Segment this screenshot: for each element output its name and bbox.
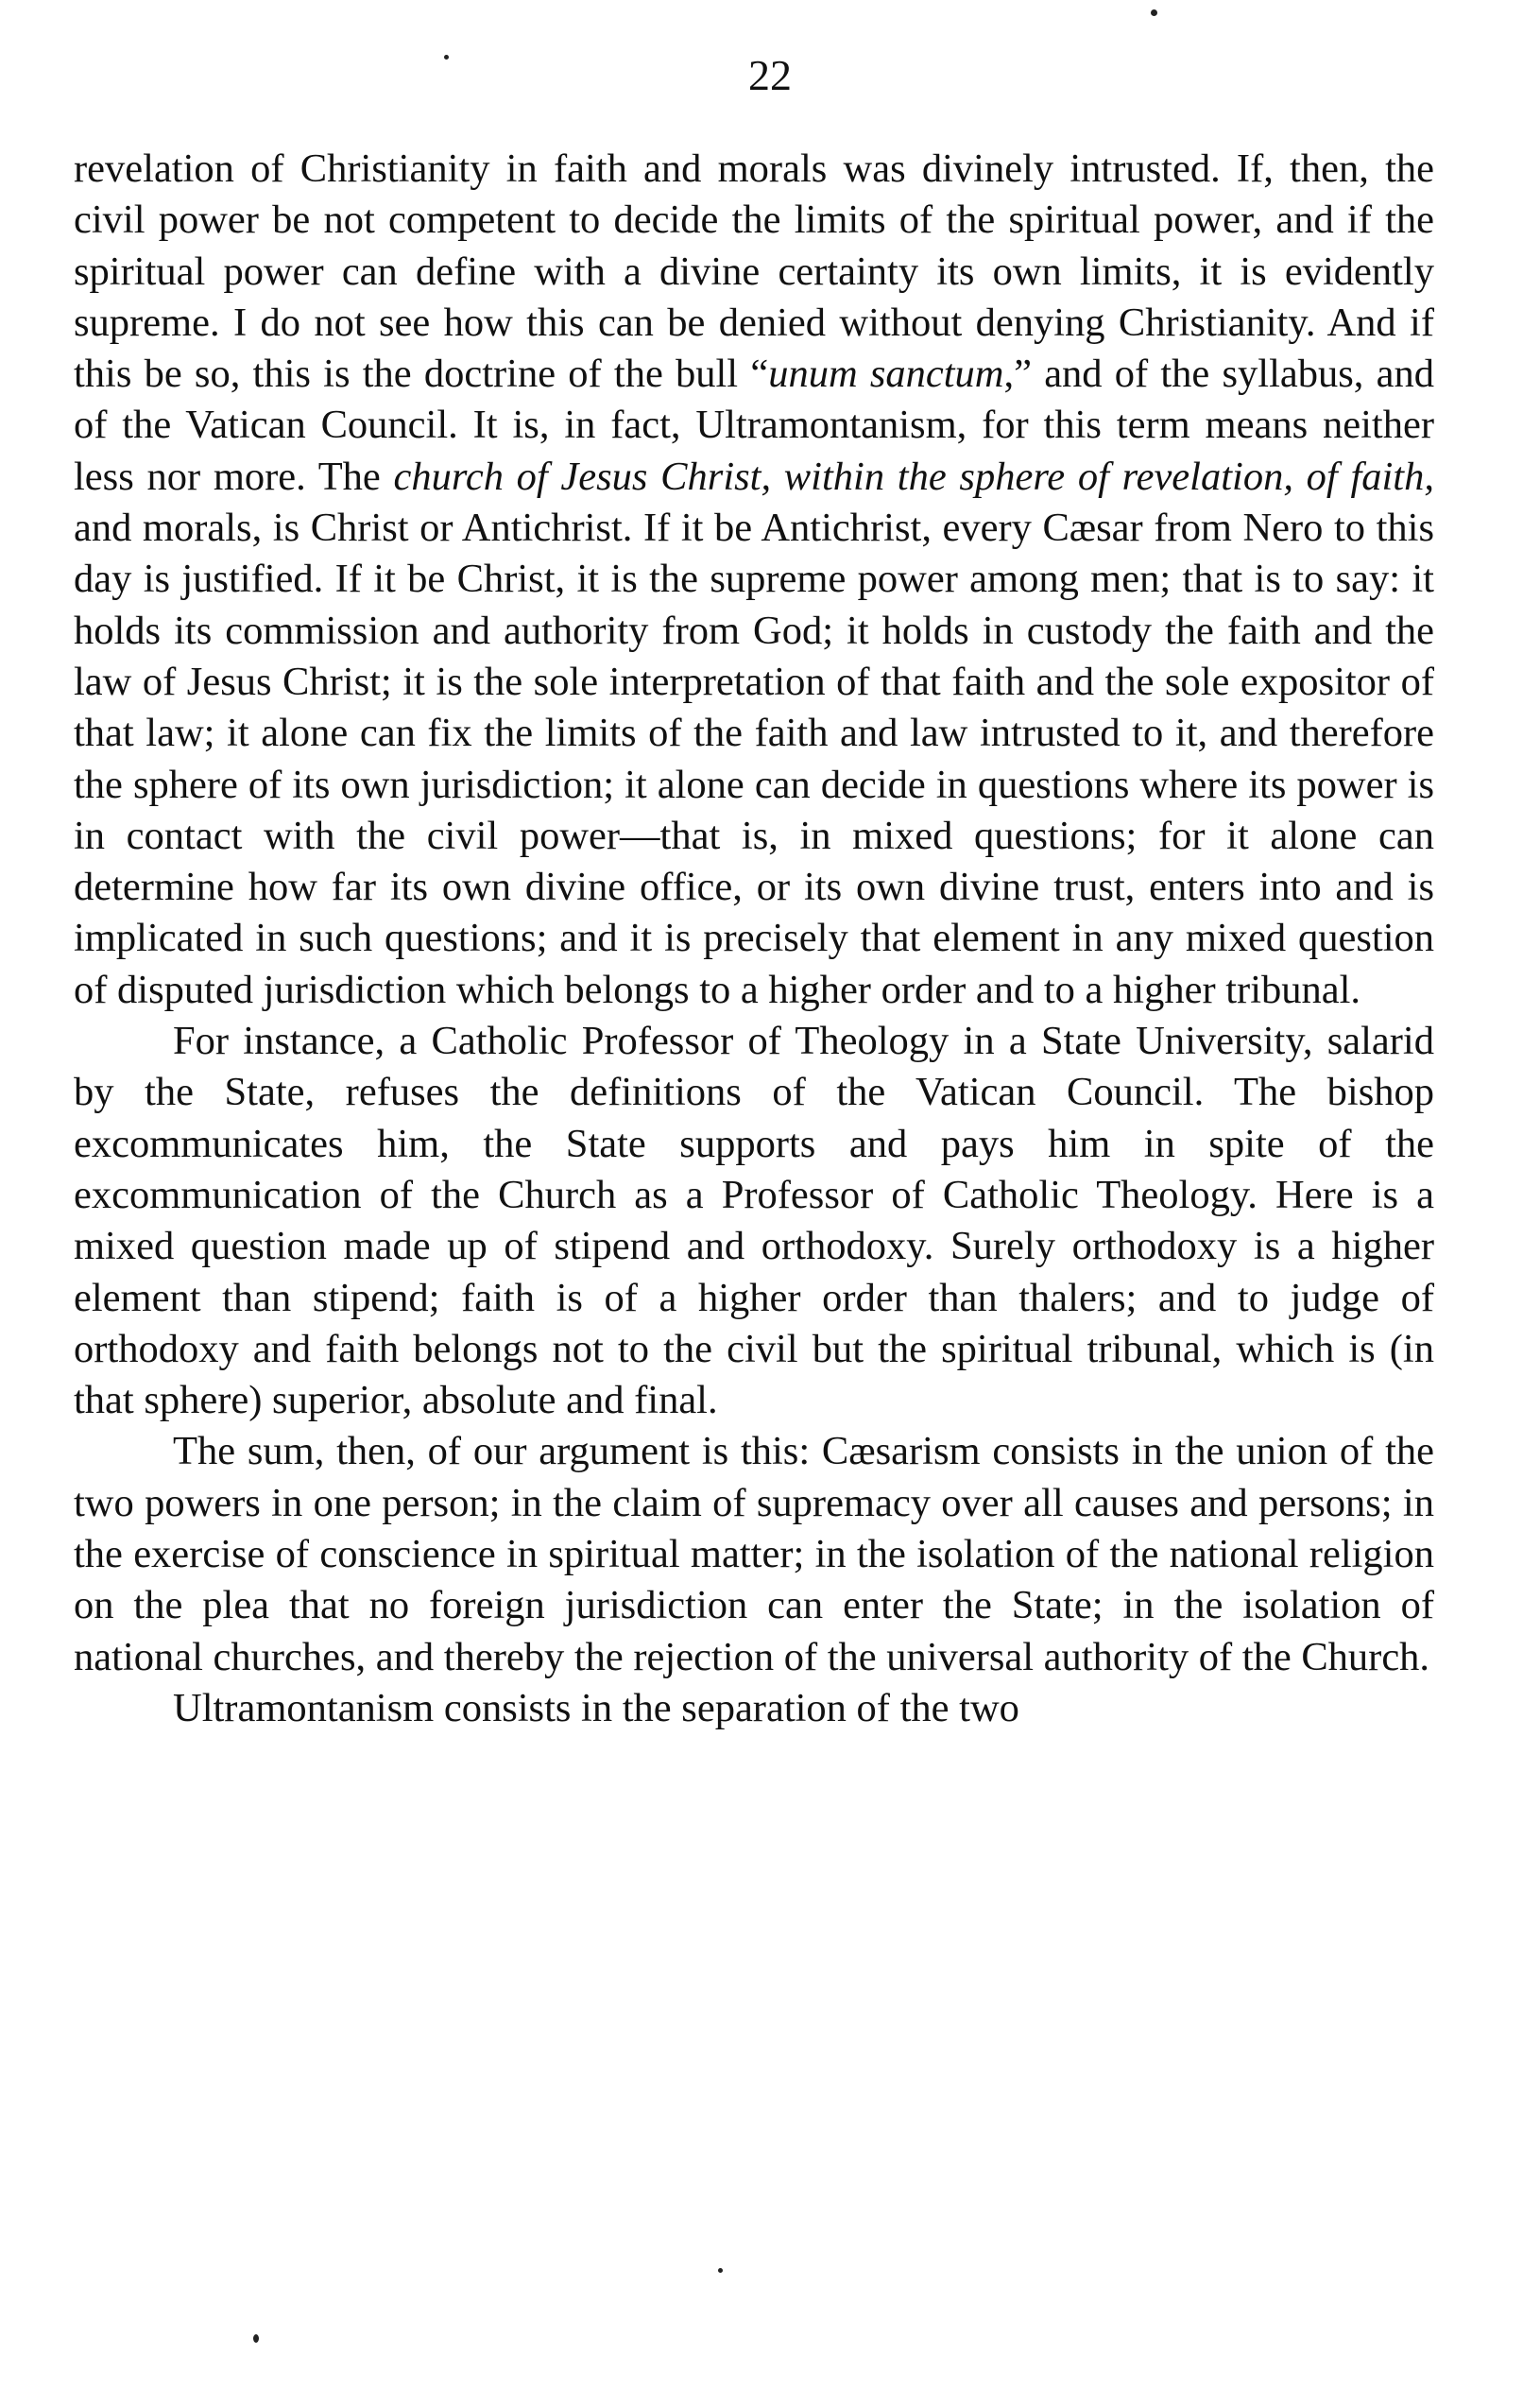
paragraph-2 bbox=[74, 1016, 1434, 1426]
paragraph-1 bbox=[74, 144, 1434, 1016]
ink-speck-bottom-right bbox=[718, 2268, 723, 2273]
ink-speck-top bbox=[1151, 9, 1157, 16]
paragraph-1-italic-phrase: unum sanctum bbox=[768, 352, 1004, 397]
paragraph-3 bbox=[74, 1426, 1434, 1682]
ink-speck-left bbox=[444, 55, 449, 60]
paragraph-4-text: Ultramontanism consists in the separation of the two bbox=[173, 1685, 1019, 1730]
paragraph-1-text: revelation of Christianity in faith and morals was divinely intrusted. If, then, the civil power be not competent to decide the limits of the spiritual power, and if the spiritual power can define with a divine certainty its own limits, it is evidently supreme. I do not see how this can be denied without denying Christianity. And if this be so, this is the doctrine of the bull “ bbox=[74, 146, 1434, 397]
paragraph-1-italic-clause: church of Jesus Christ, within the sphere of revelation, of faith, bbox=[393, 454, 1434, 499]
paragraph-2-text: For instance, a Catholic Professor of Theology in a State University, salarid by the State, refuses the definitions of the Vatican Council. The bishop excommunicates him, the State supports and pays him in spite of the excommunication of the Church as a Professor of Catholic Theology. Here is a mixed question made up of stipend and orthodoxy. Surely orthodoxy is a higher element than stipend; faith is of a higher order than thalers; and to judge of orthodoxy and faith belongs not to the civil but the spiritual tribunal, which is (in that sphere) superior, absolute and final. bbox=[74, 1019, 1434, 1423]
paragraph-3-text: The sum, then, of our argument is this: Cæsarism consists in the union of the two powers in one person; in the claim of supremacy over all causes and persons; in the exercise of conscience in spiritual matter; in the isolation of the national religion on the plea that no foreign jurisdiction can enter the State; in the isolation of national churches, and thereby the rejection of the universal authority of the Church. bbox=[74, 1429, 1434, 1679]
paragraph-4 bbox=[74, 1683, 1434, 1734]
text-body bbox=[74, 144, 1434, 1734]
page-number: 22 bbox=[748, 51, 792, 99]
paragraph-1-text-end: and morals, is Christ or Antichrist. If it be Antichrist, every Cæsar from Nero to this day is justified. If it be Christ, it is the supreme power among men; that is to say: it holds its commission and authority from God; it holds in custody the faith and the law of Jesus Christ; it is the sole interpretation of that faith and the sole expositor of that law; it alone can fix the limits of the faith and law intrusted to it, and therefore the sphere of its own jurisdiction; it alone can decide in questions where its power is in contact with the civil power—that is, in mixed questions; for it alone can determine how far its own divine office, or its own divine trust, enters into and is implicated in such questions; and it is precisely that element in any mixed question of disputed jurisdiction which belongs to a higher order and to a higher tribunal. bbox=[74, 506, 1434, 1012]
paragraph-1-text-continued: ,” and of the syllabus, and of the Vatican Council. It is, in fact, Ultramontanism, for this term means neither less nor more. The bbox=[74, 352, 1434, 499]
ink-speck-bottom bbox=[253, 2334, 259, 2343]
